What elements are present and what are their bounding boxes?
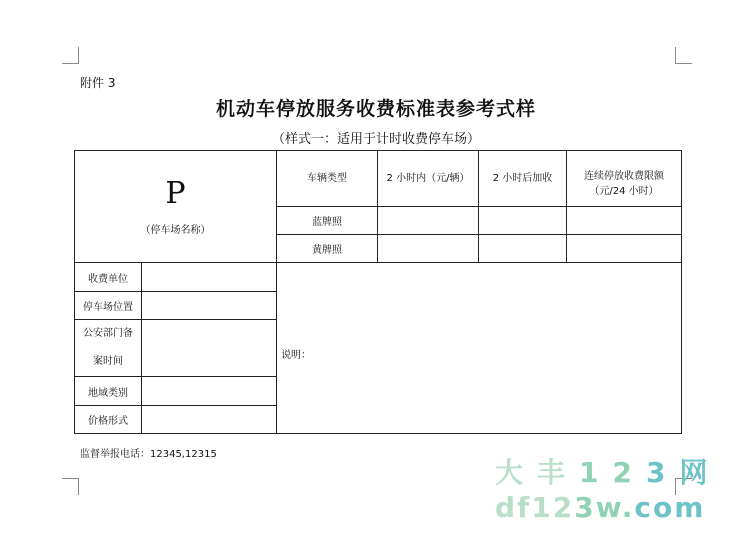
field-label-police-filing: 公安部门备 案时间: [75, 320, 142, 377]
watermark-glyph: 1: [531, 491, 553, 524]
field-value-police-filing[interactable]: [142, 320, 277, 377]
watermark-glyph: 2: [612, 456, 646, 489]
field-label-charging-unit: 收费单位: [75, 263, 142, 292]
header-continuous-cap: 连续停放收费限额 （元/24 小时）: [567, 151, 682, 207]
watermark-glyph: 丰: [537, 456, 580, 489]
page-subtitle: （样式一：适用于计时收费停车场）: [271, 132, 480, 147]
row-label-yellow-plate: 黄牌照: [277, 235, 378, 263]
watermark-glyph: 大: [495, 456, 538, 489]
page-title: 机动车停放服务收费标准表参考式样: [215, 98, 536, 120]
header-within-2h: 2 小时内（元/辆）: [378, 151, 479, 207]
field-value-lot-location[interactable]: [142, 292, 277, 320]
watermark-glyph: c: [634, 491, 654, 524]
row-label-blue-plate: 蓝牌照: [277, 207, 378, 235]
watermark-glyph: w: [595, 491, 622, 524]
table-cell[interactable]: [567, 207, 682, 235]
field-label-price-form: 价格形式: [75, 406, 142, 434]
watermark-line-2: [495, 491, 735, 525]
table-cell[interactable]: [378, 207, 479, 235]
field-value-charging-unit[interactable]: [142, 263, 277, 292]
table-cell[interactable]: [567, 235, 682, 263]
crop-mark-top-left: [62, 47, 79, 64]
watermark-glyph: 网: [679, 456, 722, 489]
field-value-price-form[interactable]: [142, 406, 277, 434]
watermark-glyph: .: [621, 491, 635, 524]
table-cell[interactable]: [479, 207, 567, 235]
parking-lot-name: （停车场名称）: [140, 225, 211, 236]
note-cell[interactable]: [277, 263, 682, 434]
header-cap-unit: （元/24 小时）: [589, 185, 659, 197]
note-label: 说明：: [281, 349, 311, 361]
parking-lot-cell: [75, 151, 277, 263]
watermark-glyph: o: [653, 491, 675, 524]
watermark-glyph: d: [495, 491, 518, 524]
watermark: [495, 457, 735, 525]
watermark-glyph: 2: [552, 491, 575, 524]
watermark-glyph: f: [517, 491, 532, 524]
watermark-line-1: [495, 457, 735, 489]
parking-p-icon: P: [165, 176, 186, 211]
watermark-glyph: 3: [574, 491, 596, 524]
table-cell[interactable]: [378, 235, 479, 263]
table-cell[interactable]: [479, 235, 567, 263]
attachment-label: 附件 3: [80, 76, 116, 90]
crop-mark-top-right: [675, 47, 692, 64]
field-label-lot-location: 停车场位置: [75, 292, 142, 320]
supervision-hotline: 监督举报电话：12345,12315: [80, 449, 217, 460]
field-label-area-category: 地域类别: [75, 377, 142, 406]
watermark-glyph: 1: [579, 456, 613, 489]
header-vehicle-type: 车辆类型: [277, 151, 378, 207]
header-after-2h: 2 小时后加收: [479, 151, 567, 207]
crop-mark-bottom-left: [62, 478, 79, 495]
fee-standard-table: [74, 150, 682, 434]
watermark-glyph: 3: [646, 456, 680, 489]
field-value-area-category[interactable]: [142, 377, 277, 406]
watermark-glyph: m: [674, 491, 706, 524]
